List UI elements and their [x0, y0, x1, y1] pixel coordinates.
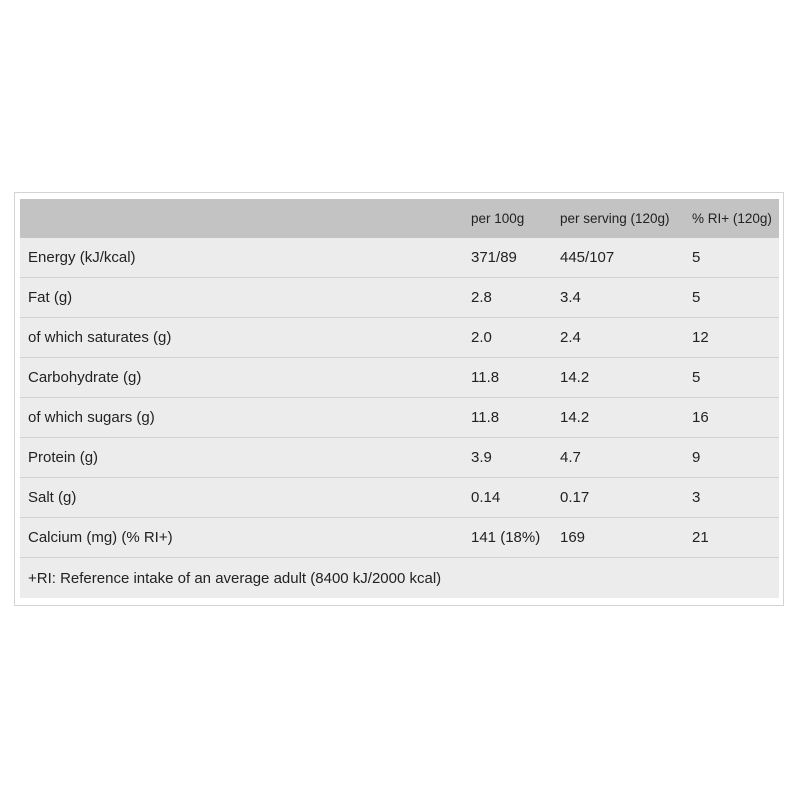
value-per-serving: 14.2: [560, 369, 590, 386]
value-per-serving: 14.2: [560, 409, 590, 426]
nutrient-name: of which saturates (g): [28, 329, 172, 346]
value-per-100g: 11.8: [471, 409, 500, 426]
header-per-serving: per serving (120g): [560, 211, 670, 226]
table-row-sugars: [20, 398, 779, 438]
table-row-protein: [20, 438, 779, 478]
value-per-serving: 169: [560, 529, 586, 546]
value-per-100g: 2.8: [471, 289, 492, 306]
table-row-carbohydrate: [20, 358, 779, 398]
value-per-serving: 445/107: [560, 249, 615, 266]
nutrient-name: Protein (g): [28, 449, 99, 466]
value-per-100g: 141 (18%): [471, 529, 541, 546]
header-ri: % RI+ (120g): [692, 211, 772, 226]
table-footnote-row: [20, 558, 779, 598]
value-per-100g: 11.8: [471, 369, 500, 386]
nutrition-table: [20, 199, 779, 598]
value-per-100g: 0.14: [471, 489, 501, 506]
value-per-serving: 4.7: [560, 449, 581, 466]
value-ri: 9: [692, 449, 701, 466]
table-row-calcium: [20, 518, 779, 558]
value-per-serving: 3.4: [560, 289, 581, 306]
header-per-100g: per 100g: [471, 211, 525, 226]
value-ri: 12: [692, 329, 709, 346]
nutrient-name: Salt (g): [28, 489, 77, 506]
table-row-saturates: [20, 318, 779, 358]
value-ri: 21: [692, 529, 709, 546]
table-row-energy: [20, 238, 779, 278]
nutrient-name: Energy (kJ/kcal): [28, 249, 136, 266]
value-ri: 5: [692, 249, 701, 266]
table-row-fat: [20, 278, 779, 318]
value-ri: 5: [692, 369, 701, 386]
value-per-serving: 2.4: [560, 329, 581, 346]
table-header-row: [20, 199, 779, 238]
value-ri: 5: [692, 289, 701, 306]
value-per-serving: 0.17: [560, 489, 590, 506]
nutrient-name: Carbohydrate (g): [28, 369, 142, 386]
value-per-100g: 3.9: [471, 449, 492, 466]
table-row-salt: [20, 478, 779, 518]
value-per-100g: 371/89: [471, 249, 517, 266]
nutrient-name: Calcium (mg) (% RI+): [28, 529, 173, 546]
nutrient-name: Fat (g): [28, 289, 73, 306]
nutrient-name: of which sugars (g): [28, 409, 155, 426]
value-per-100g: 2.0: [471, 329, 492, 346]
footnote: +RI: Reference intake of an average adult (8400 kJ/2000 kcal): [28, 569, 442, 587]
nutrition-table-frame: [14, 192, 784, 606]
value-ri: 16: [692, 409, 709, 426]
value-ri: 3: [692, 489, 701, 506]
